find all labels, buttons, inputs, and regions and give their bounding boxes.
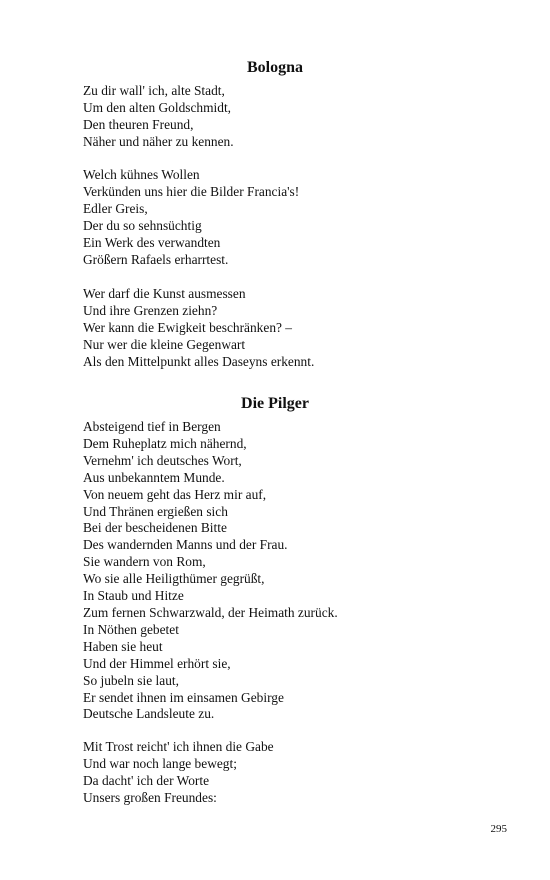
verse-line: So jubeln sie laut, bbox=[83, 672, 179, 688]
verse-line: Zu dir wall' ich, alte Stadt, bbox=[83, 83, 225, 98]
verse-line: Er sendet ihnen im einsamen Gebirge bbox=[83, 689, 284, 705]
verse-line: Wer kann die Ewigkeit beschränken? – bbox=[83, 319, 292, 335]
verse-line: Von neuem geht das Herz mir auf, bbox=[83, 486, 267, 502]
verse-line: Näher und näher zu kennen. bbox=[83, 133, 234, 149]
verse-line: Und ihre Grenzen ziehn? bbox=[83, 302, 218, 318]
verse-line: Um den alten Goldschmidt, bbox=[83, 99, 232, 115]
verse-line: Wer darf die Kunst ausmessen bbox=[83, 286, 246, 301]
verse-line: Bei der bescheidenen Bitte bbox=[83, 520, 227, 536]
verse-line: Dem Ruheplatz mich nähernd, bbox=[83, 435, 247, 451]
poem-title-die-pilger: Die Pilger bbox=[241, 395, 309, 412]
page-number: 295 bbox=[490, 823, 507, 835]
stanza bbox=[83, 419, 523, 723]
verse-line: Ein Werk des verwandten bbox=[83, 234, 221, 250]
verse-line: Und war noch lange bewegt; bbox=[83, 755, 237, 771]
stanza bbox=[83, 739, 523, 807]
verse-line: Als den Mittelpunkt alles Daseyns erkennt. bbox=[83, 353, 315, 369]
verse-line: Wo sie alle Heiligthümer gegrüßt, bbox=[83, 571, 265, 587]
stanza bbox=[83, 167, 523, 268]
verse-line: Der du so sehnsüchtig bbox=[83, 217, 202, 233]
verse-line: Welch kühnes Wollen bbox=[83, 167, 200, 182]
verse-line: Deutsche Landsleute zu. bbox=[83, 706, 215, 722]
poem-title-bologna: Bologna bbox=[246, 59, 303, 76]
verse-line: Und Thränen ergießen sich bbox=[83, 503, 228, 519]
verse-line: Zum fernen Schwarzwald, der Heimath zurück. bbox=[83, 604, 338, 620]
verse-line: Edler Greis, bbox=[83, 200, 148, 216]
verse-line: In Staub und Hitze bbox=[83, 588, 184, 604]
verse-line: Größern Rafaels erharrtest. bbox=[83, 251, 229, 267]
verse-line: Vernehm' ich deutsches Wort, bbox=[83, 452, 242, 468]
verse-line: Sie wandern von Rom, bbox=[83, 554, 206, 570]
verse-line: Haben sie heut bbox=[83, 638, 163, 654]
verse-line: Mit Trost reicht' ich ihnen die Gabe bbox=[83, 739, 274, 754]
verse-line: Absteigend tief in Bergen bbox=[83, 419, 221, 434]
verse-line: Da dacht' ich der Worte bbox=[83, 772, 210, 788]
verse-line: Und der Himmel erhört sie, bbox=[83, 655, 231, 671]
verse-line: Nur wer die kleine Gegenwart bbox=[83, 336, 246, 352]
verse-line: In Nöthen gebetet bbox=[83, 621, 179, 637]
stanza bbox=[83, 83, 523, 151]
verse-line: Unsers großen Freundes: bbox=[83, 789, 217, 805]
verse-line: Den theuren Freund, bbox=[83, 116, 194, 132]
stanza bbox=[83, 286, 523, 371]
verse-line: Des wandernden Manns und der Frau. bbox=[83, 537, 288, 553]
verse-line: Verkünden uns hier die Bilder Francia's! bbox=[83, 183, 300, 199]
verse-line: Aus unbekanntem Munde. bbox=[83, 469, 225, 485]
